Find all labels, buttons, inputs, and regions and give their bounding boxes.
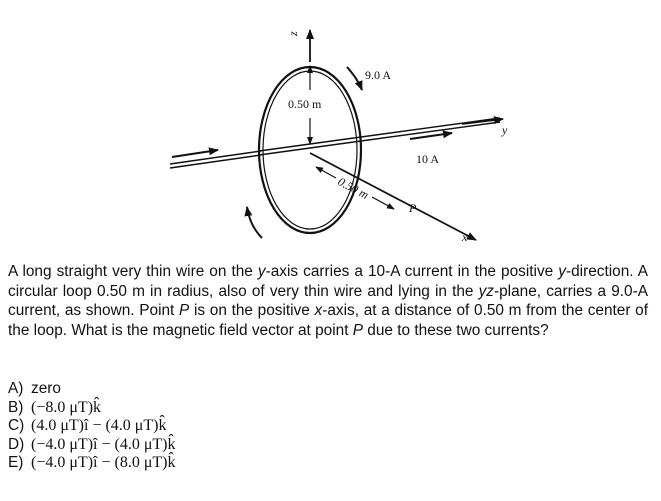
current-loop-inner <box>263 71 357 229</box>
wire-current-label: 10 A <box>416 152 440 166</box>
wire-right-segment-2 <box>361 122 500 141</box>
choice-e[interactable] <box>8 454 408 473</box>
choice-text: zero <box>31 380 61 397</box>
radius-label: 0.50 m <box>288 97 322 111</box>
question-part: A long straight very thin wire on the <box>8 263 258 280</box>
question-part: -plane, carries a 9.0-A current, as shown. Point <box>8 282 648 319</box>
y-axis-label: y <box>502 123 508 137</box>
choice-letter: B) <box>8 398 24 416</box>
question-part: -direction. A circular loop 0.50 m in radius, also of very thin wire and lying in the <box>8 263 648 300</box>
question-part: due to these two currents? <box>363 321 549 339</box>
physics-diagram <box>0 0 661 250</box>
distance-arrow-back <box>316 167 336 178</box>
choice-text: (−4.0 μT)î − (4.0 μT)k̂ <box>31 435 176 453</box>
question-var: x <box>314 302 323 319</box>
wire-current-arrow-left <box>172 150 218 157</box>
choice-text: (4.0 μT)î − (4.0 μT)k̂ <box>31 417 167 434</box>
question-var: y <box>558 263 566 280</box>
question-part: -axis, at a distance of 0.50 m from the center of the loop. What is the magnetic field vector at point <box>8 302 648 339</box>
choice-b[interactable] <box>8 399 408 418</box>
question-part: -axis carries a 10-A current in the positive <box>265 263 559 280</box>
question-var: yz <box>478 282 494 300</box>
point-p-label: P <box>409 201 417 215</box>
choice-a[interactable] <box>8 380 408 399</box>
loop-direction-arrow <box>247 207 262 238</box>
choice-letter: E) <box>8 454 24 471</box>
choice-letter: A) <box>8 380 24 397</box>
answer-choices <box>8 380 408 473</box>
question-var: P <box>179 302 190 319</box>
choice-c[interactable] <box>8 417 408 436</box>
loop-current-arrow <box>347 67 362 90</box>
distance-label: 0.50 m <box>335 174 372 202</box>
loop-current-label: 9.0 A <box>365 68 392 82</box>
question-var: P <box>352 321 364 339</box>
current-loop <box>259 67 361 233</box>
choice-text: (−8.0 μT)k̂ <box>31 398 102 416</box>
x-axis <box>310 153 476 240</box>
distance-arrow-forward <box>372 197 394 209</box>
choice-letter: C) <box>8 417 25 434</box>
choice-text: (−4.0 μT)î − (8.0 μT)k̂ <box>31 454 176 471</box>
choice-letter: D) <box>8 435 25 453</box>
choice-d[interactable] <box>8 436 408 455</box>
wire-right-segment <box>361 118 500 137</box>
question-part: is on the positive <box>189 302 315 319</box>
x-axis-label: x <box>462 230 468 244</box>
z-axis-label: z <box>286 31 300 36</box>
question-text <box>8 262 648 340</box>
question-var: y <box>257 263 266 280</box>
